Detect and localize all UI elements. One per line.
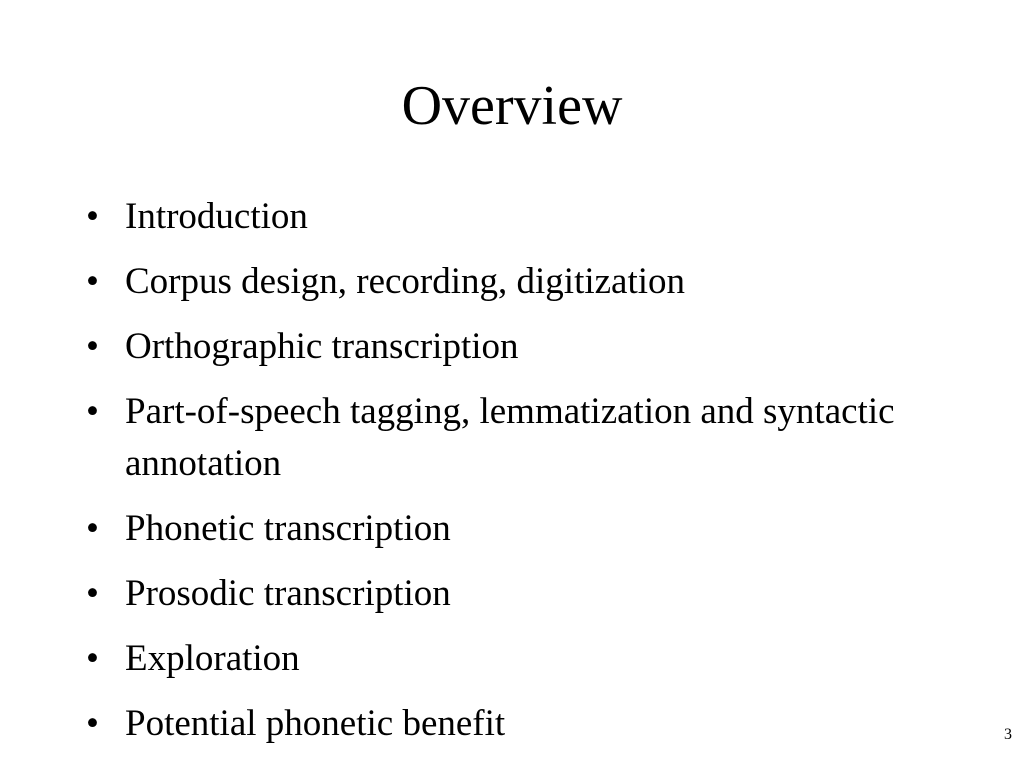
- bullet-item-orthographic-transcription: [0, 321, 1024, 373]
- page-number: 3: [1004, 726, 1012, 743]
- bullet-text: Part-of-speech tagging, lemmatization and syntactic annotation: [125, 391, 895, 484]
- bullet-text: Phonetic transcription: [125, 508, 451, 549]
- bullet-item-corpus-design: [0, 256, 1024, 308]
- bullet-item-potential-phonetic-benefit: [0, 698, 1024, 750]
- bullet-icon: •: [86, 573, 99, 614]
- bullet-text: Orthographic transcription: [125, 326, 519, 367]
- bullet-icon: •: [86, 391, 99, 432]
- bullet-icon: •: [86, 508, 99, 549]
- bullet-icon: •: [86, 261, 99, 302]
- bullet-icon: •: [86, 638, 99, 679]
- bullet-item-exploration: [0, 633, 1024, 685]
- bullet-item-introduction: [0, 191, 1024, 243]
- bullet-text: Introduction: [125, 196, 308, 237]
- bullet-list: [0, 191, 1024, 763]
- bullet-icon: •: [86, 326, 99, 367]
- bullet-text: Exploration: [125, 638, 300, 679]
- slide-title: Overview: [401, 75, 623, 137]
- bullet-item-pos-tagging: [0, 386, 1024, 490]
- bullet-text: Potential phonetic benefit: [125, 703, 506, 744]
- bullet-item-prosodic-transcription: [0, 568, 1024, 620]
- bullet-text: Corpus design, recording, digitization: [125, 261, 686, 302]
- bullet-text: Prosodic transcription: [125, 573, 451, 614]
- bullet-item-phonetic-transcription: [0, 503, 1024, 555]
- bullet-icon: •: [86, 196, 99, 237]
- bullet-icon: •: [86, 703, 99, 744]
